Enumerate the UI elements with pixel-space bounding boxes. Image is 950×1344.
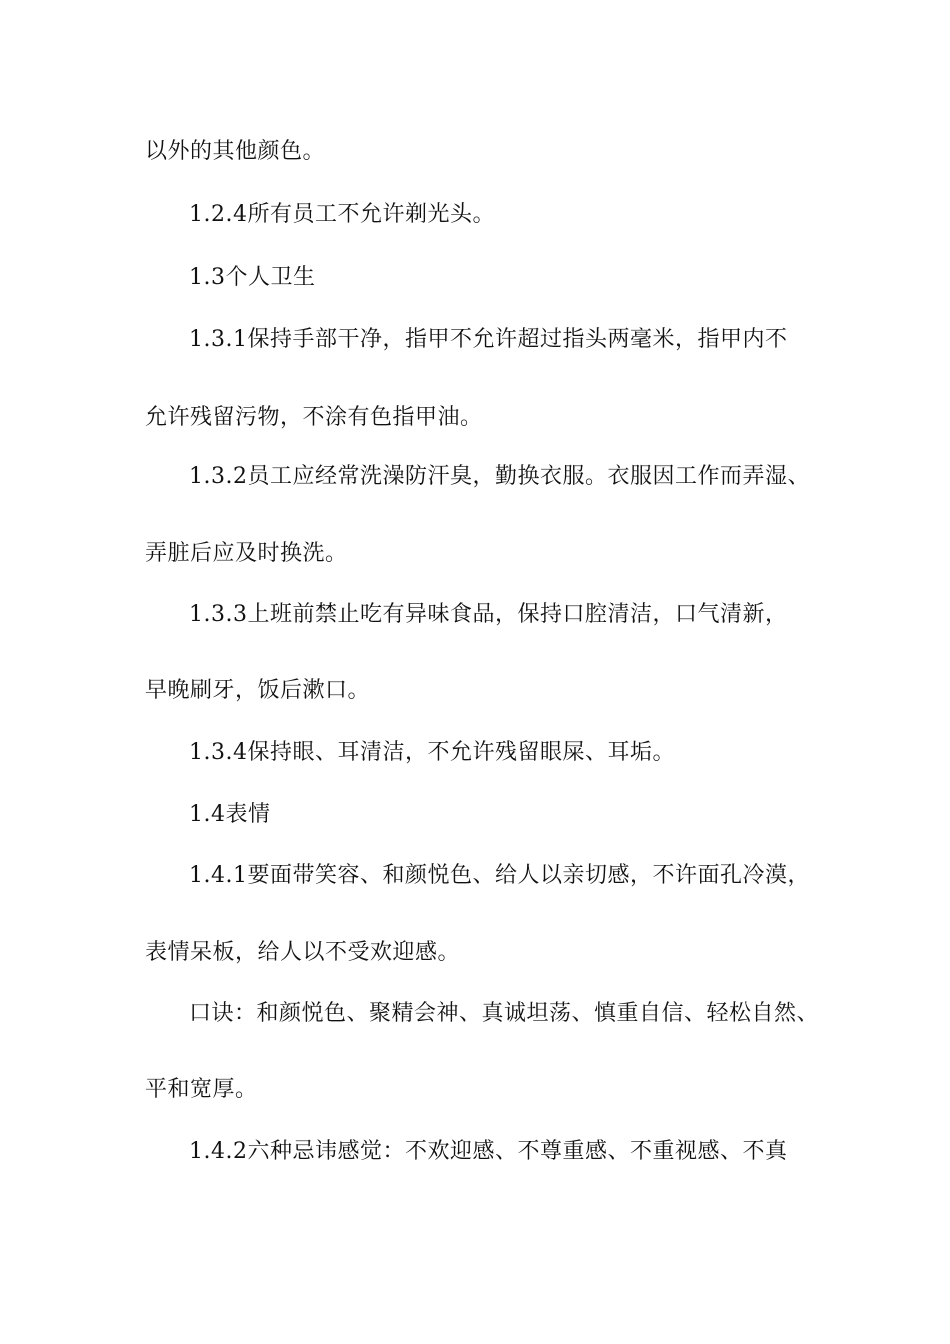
- clause-1-4-2: 1.4.2六种忌讳感觉：不欢迎感、不尊重感、不重视感、不真: [189, 1139, 788, 1164]
- clause-1-2-4: 1.2.4所有员工不允许剃光头。: [189, 202, 495, 227]
- section-heading-1-3: 1.3个人卫生: [189, 265, 316, 290]
- paragraph-line: 早晚刷牙，饭后漱口。: [145, 678, 371, 703]
- clause-1-3-3: 1.3.3上班前禁止吃有异味食品，保持口腔清洁，口气清新，: [189, 602, 788, 627]
- paragraph-line: 弄脏后应及时换洗。: [145, 541, 348, 566]
- clause-1-4-1: 1.4.1要面带笑容、和颜悦色、给人以亲切感，不许面孔冷漠，: [189, 863, 810, 888]
- clause-1-3-4: 1.3.4保持眼、耳清洁，不允许残留眼屎、耳垢。: [189, 740, 675, 765]
- paragraph-line: 平和宽厚。: [145, 1077, 258, 1102]
- paragraph-line: 允许残留污物，不涂有色指甲油。: [145, 405, 483, 430]
- mnemonic-line: 口诀：和颜悦色、聚精会神、真诚坦荡、慎重自信、轻松自然、: [189, 1001, 820, 1026]
- paragraph-line: 以外的其他颜色。: [145, 139, 326, 164]
- paragraph-line: 表情呆板，给人以不受欢迎感。: [145, 940, 461, 965]
- section-heading-1-4: 1.4表情: [189, 802, 271, 827]
- clause-1-3-2: 1.3.2员工应经常洗澡防汗臭，勤换衣服。衣服因工作而弄湿、: [189, 464, 810, 489]
- clause-1-3-1: 1.3.1保持手部干净，指甲不允许超过指头两毫米，指甲内不: [189, 327, 788, 352]
